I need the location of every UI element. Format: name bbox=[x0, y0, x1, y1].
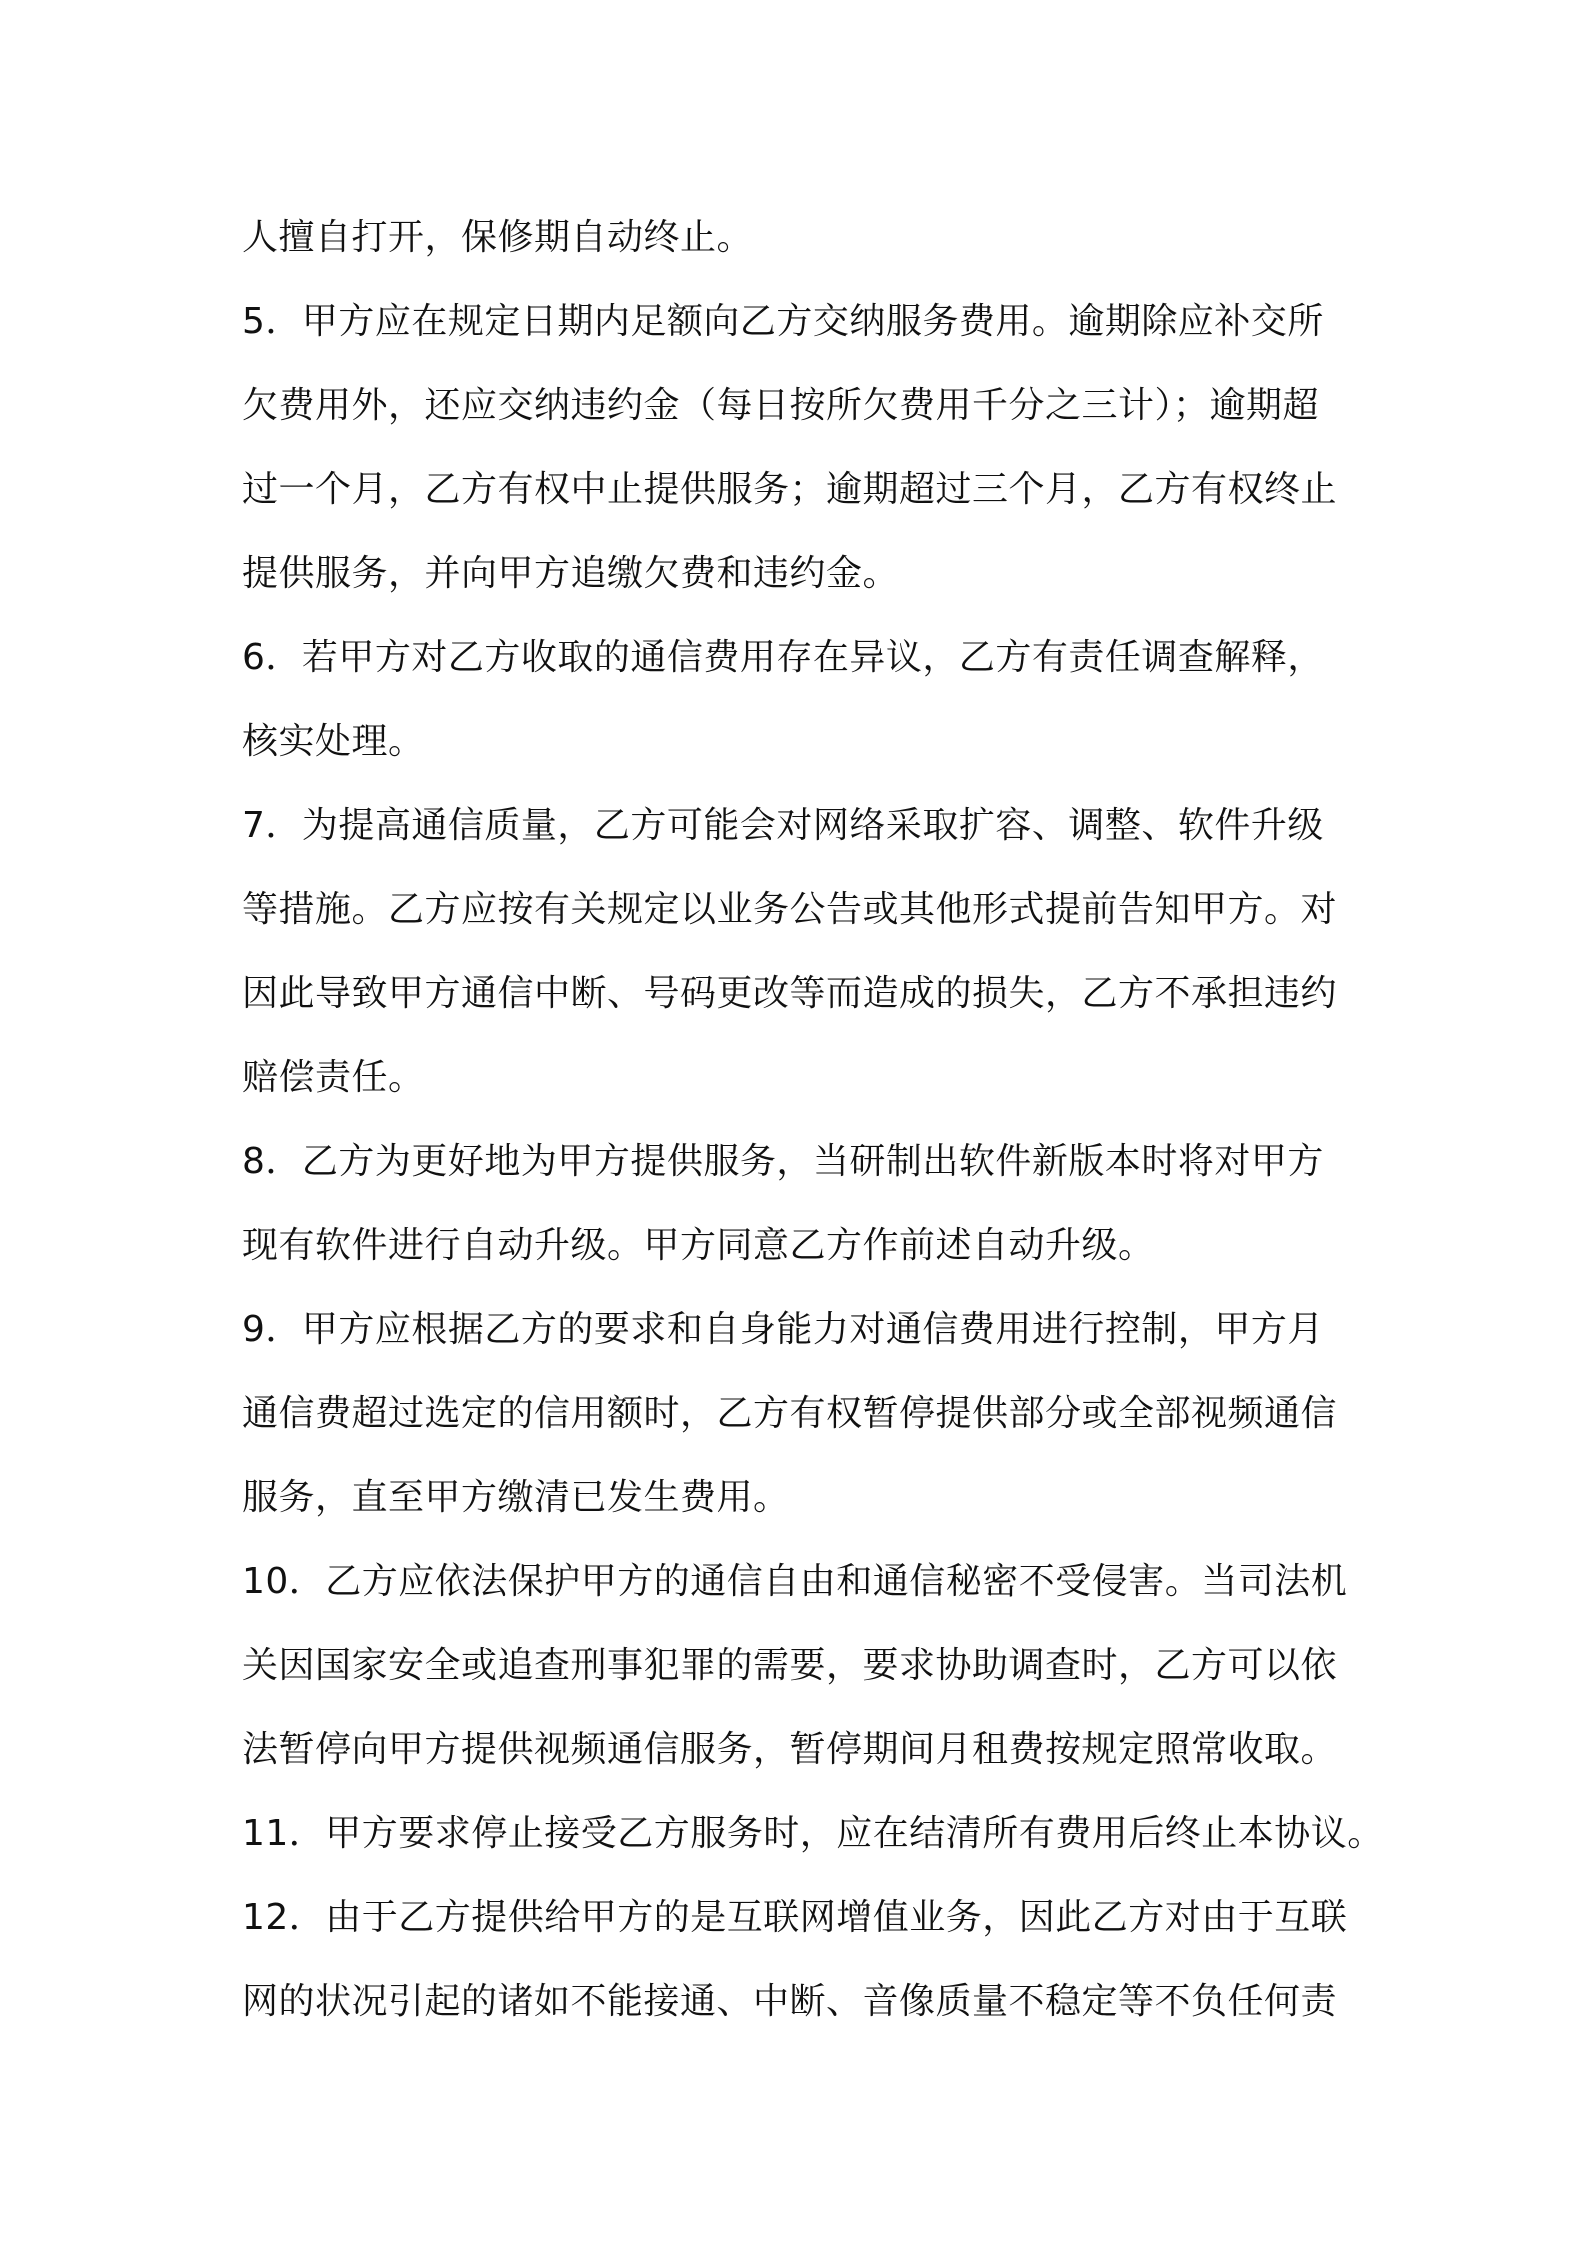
clause-9-line: 9．甲方应根据乙方的要求和自身能力对通信费用进行控制，甲方月 bbox=[242, 1309, 1324, 1350]
text-line: 人擅自打开，保修期自动终止。 bbox=[242, 217, 754, 258]
text-line: 欠费用外，还应交纳违约金（每日按所欠费用千分之三计）；逾期超 bbox=[242, 385, 1320, 426]
text-line: 过一个月，乙方有权中止提供服务；逾期超过三个月，乙方有权终止 bbox=[242, 469, 1338, 510]
clause-12-line: 12．由于乙方提供给甲方的是互联网增值业务，因此乙方对由于互联 bbox=[242, 1897, 1348, 1938]
contract-text-body bbox=[242, 196, 1384, 2044]
text-line: 网的状况引起的诸如不能接通、中断、音像质量不稳定等不负任何责 bbox=[242, 1981, 1338, 2022]
clause-11-line: 11．甲方要求停止接受乙方服务时，应在结清所有费用后终止本协议。 bbox=[242, 1813, 1384, 1854]
text-line: 现有软件进行自动升级。甲方同意乙方作前述自动升级。 bbox=[242, 1225, 1155, 1266]
text-line: 因此导致甲方通信中断、号码更改等而造成的损失，乙方不承担违约 bbox=[242, 973, 1338, 1014]
clause-8-line: 8．乙方为更好地为甲方提供服务，当研制出软件新版本时将对甲方 bbox=[242, 1141, 1324, 1182]
text-line: 提供服务，并向甲方追缴欠费和违约金。 bbox=[242, 553, 900, 594]
clause-7-line: 7．为提高通信质量，乙方可能会对网络采取扩容、调整、软件升级 bbox=[242, 805, 1324, 846]
text-line: 核实处理。 bbox=[242, 721, 425, 762]
clause-10-line: 10．乙方应依法保护甲方的通信自由和通信秘密不受侵害。当司法机 bbox=[242, 1561, 1348, 1602]
clause-6-line: 6．若甲方对乙方收取的通信费用存在异议，乙方有责任调查解释， bbox=[242, 637, 1324, 678]
text-line: 等措施。乙方应按有关规定以业务公告或其他形式提前告知甲方。对 bbox=[242, 889, 1338, 930]
text-line: 通信费超过选定的信用额时，乙方有权暂停提供部分或全部视频通信 bbox=[242, 1393, 1338, 1434]
text-line: 赔偿责任。 bbox=[242, 1057, 425, 1098]
clause-5-line: 5．甲方应在规定日期内足额向乙方交纳服务费用。逾期除应补交所 bbox=[242, 301, 1324, 342]
text-line: 服务，直至甲方缴清已发生费用。 bbox=[242, 1477, 790, 1518]
text-line: 法暂停向甲方提供视频通信服务，暂停期间月租费按规定照常收取。 bbox=[242, 1729, 1338, 1770]
text-line: 关因国家安全或追查刑事犯罪的需要，要求协助调查时，乙方可以依 bbox=[242, 1645, 1338, 1686]
